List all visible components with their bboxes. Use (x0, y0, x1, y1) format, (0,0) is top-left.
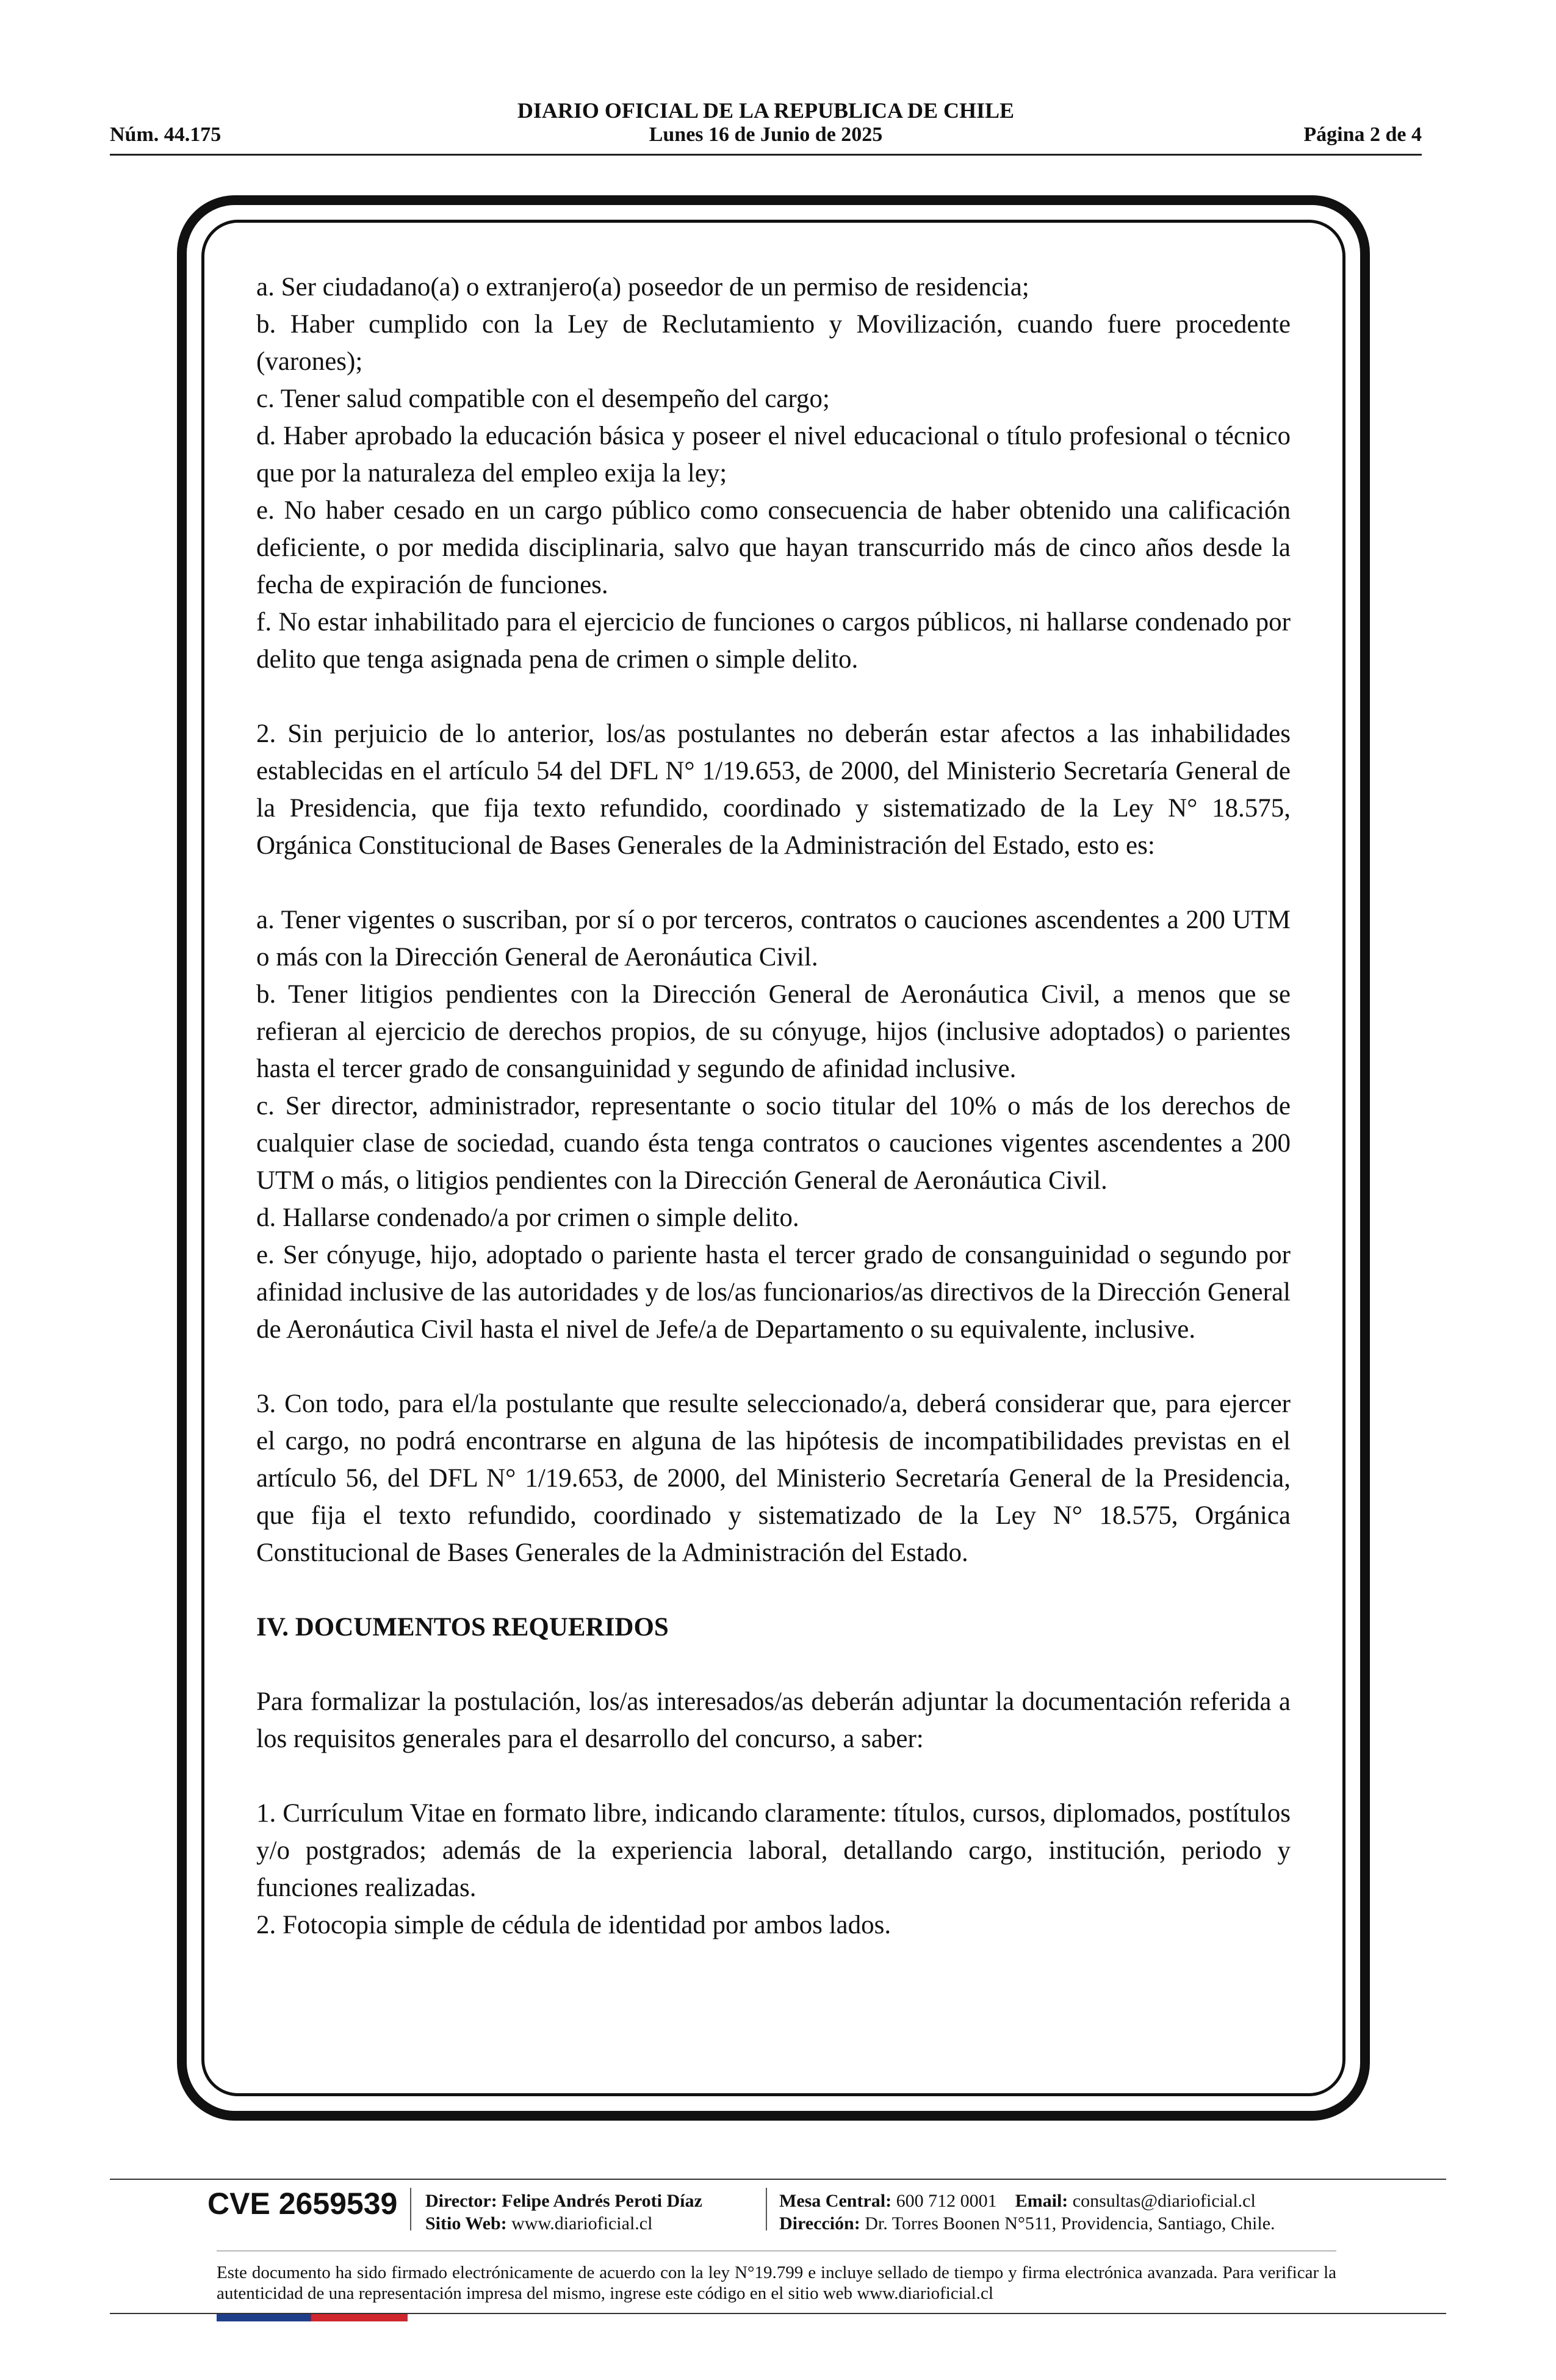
list-item: a. Ser ciudadano(a) o extranjero(a) poseedor de un permiso de residencia; (256, 273, 1029, 301)
mesa-label: Mesa Central: (779, 2191, 892, 2211)
list-item: a. Tener vigentes o suscriban, por sí o por terceros, contratos o cauciones ascendentes a 200 UTM o más con la Dirección General de Aeronáutica Civil. (256, 906, 1291, 972)
director-name: Felipe Andrés Peroti Díaz (502, 2191, 702, 2211)
header-divider (110, 154, 1422, 156)
address-label: Dirección: (779, 2213, 860, 2234)
list-item: e. Ser cónyuge, hijo, adoptado o pariente hasta el tercer grado de consanguinidad o segundo por afinidad inclusive de las autoridades y de los/as funcionarios/as directivos de la Dirección General de Aeronáutica Civil hasta el nivel de Jefe/a de Departamento o su equivalente, inclusive. (256, 1241, 1291, 1344)
page-header (110, 92, 1422, 159)
page-number: Página 2 de 4 (1303, 123, 1422, 146)
list-item: f. No estar inhabilitado para el ejercicio de funciones o cargos públicos, ni hallarse condenado por delito que tenga asignada pena de crimen o simple delito. (256, 608, 1291, 674)
footer-separator (766, 2188, 767, 2230)
list-item: 2. Fotocopia simple de cédula de identidad por ambos lados. (256, 1911, 891, 1939)
mesa-value: 600 712 0001 (896, 2191, 997, 2211)
list-item: c. Ser director, administrador, representante o socio titular del 10% o más de los derechos de cualquier clase de sociedad, cuando ésta tenga contratos o cauciones vigentes ascendentes a 200 UTM o más, o litigios pendientes con la Dirección General de Aeronáutica Civil. (256, 1092, 1291, 1195)
list-item: d. Haber aprobado la educación básica y poseer el nivel educacional o título profesional o técnico que por la naturaleza del empleo exija la ley; (256, 422, 1291, 488)
document-body (256, 269, 1291, 1944)
list-item: d. Hallarse condenado/a por crimen o simple delito. (256, 1203, 799, 1232)
section-heading: IV. DOCUMENTOS REQUERIDOS (256, 1613, 669, 1642)
footer-contact-block (779, 2190, 1275, 2235)
footer-divider-top (110, 2179, 1446, 2180)
issue-number: Núm. 44.175 (110, 123, 222, 146)
issue-date: Lunes 16 de Junio de 2025 (649, 123, 883, 146)
address-value: Dr. Torres Boonen N°511, Providencia, Santiago, Chile. (865, 2213, 1275, 2234)
director-label: Director: (425, 2191, 497, 2211)
list-item: b. Tener litigios pendientes con la Dirección General de Aeronáutica Civil, a menos que se refieran al ejercicio de derechos propios, de su cónyuge, hijos (inclusive adoptados) o parientes hasta el tercer grado de consanguinidad y segundo de afinidad inclusive. (256, 980, 1291, 1083)
newspaper-title: DIARIO OFICIAL DE LA REPUBLICA DE CHILE (517, 98, 1015, 123)
site-link[interactable]: www.diarioficial.cl (511, 2213, 653, 2234)
footer-director-block (425, 2190, 702, 2235)
paragraph-incompatibilidades: 3. Con todo, para el/la postulante que resulte seleccionado/a, deberá considerar que, para ejercer el cargo, no podrá encontrarse en alguna de las hipótesis de incompatibilidades previstas en el artículo 56, del DFL N° 1/19.653, de 2000, del Ministerio Secretaría General de la Presidencia, que fija el texto refundido, coordinado y sistematizado de la Ley N° 18.575, Orgánica Constitucional de Bases Generales de la Administración del Estado. (256, 1390, 1291, 1567)
site-label: Sitio Web: (425, 2213, 507, 2234)
list-item: e. No haber cesado en un cargo público como consecuencia de haber obtenido una calificación deficiente, o por medida disciplinaria, salvo que hayan transcurrido más de cinco años desde la fecha de expiración de funciones. (256, 496, 1291, 599)
email-label: Email: (1015, 2191, 1068, 2211)
paragraph-postulacion: Para formalizar la postulación, los/as interesados/as deberán adjuntar la documentación referida a los requisitos generales para el desarrollo del concurso, a saber: (256, 1687, 1291, 1753)
footer-separator (410, 2188, 411, 2230)
cve-code: CVE 2659539 (207, 2187, 398, 2221)
list-item: c. Tener salud compatible con el desempeño del cargo; (256, 384, 830, 413)
flag-stripe-blue (217, 2314, 311, 2321)
list-item: b. Haber cumplido con la Ley de Reclutamiento y Movilización, cuando fuere procedente (varones); (256, 310, 1291, 376)
email-link[interactable]: consultas@diarioficial.cl (1072, 2191, 1256, 2211)
flag-stripe-red (311, 2314, 408, 2321)
paragraph-inhabilidades: 2. Sin perjuicio de lo anterior, los/as postulantes no deberán estar afectos a las inhabilidades establecidas en el artículo 54 del DFL N° 1/19.653, de 2000, del Ministerio Secretaría General de la Presidencia, que fija texto refundido, coordinado y sistematizado de la Ley N° 18.575, Orgánica Constitucional de Bases Generales de la Administración del Estado, esto es: (256, 719, 1291, 860)
list-item: 1. Currículum Vitae en formato libre, indicando claramente: títulos, cursos, diplomados, postítulos y/o postgrados; además de la experiencia laboral, detallando cargo, institución, periodo y funciones realizadas. (256, 1799, 1291, 1902)
legal-notice: Este documento ha sido firmado electrónicamente de acuerdo con la ley N°19.799 e incluye sellado de tiempo y firma electrónica avanzada. Para verificar la autenticidad de una representación impresa del mismo, ingrese este código en el sitio web www.diarioficial.cl (217, 2263, 1336, 2303)
